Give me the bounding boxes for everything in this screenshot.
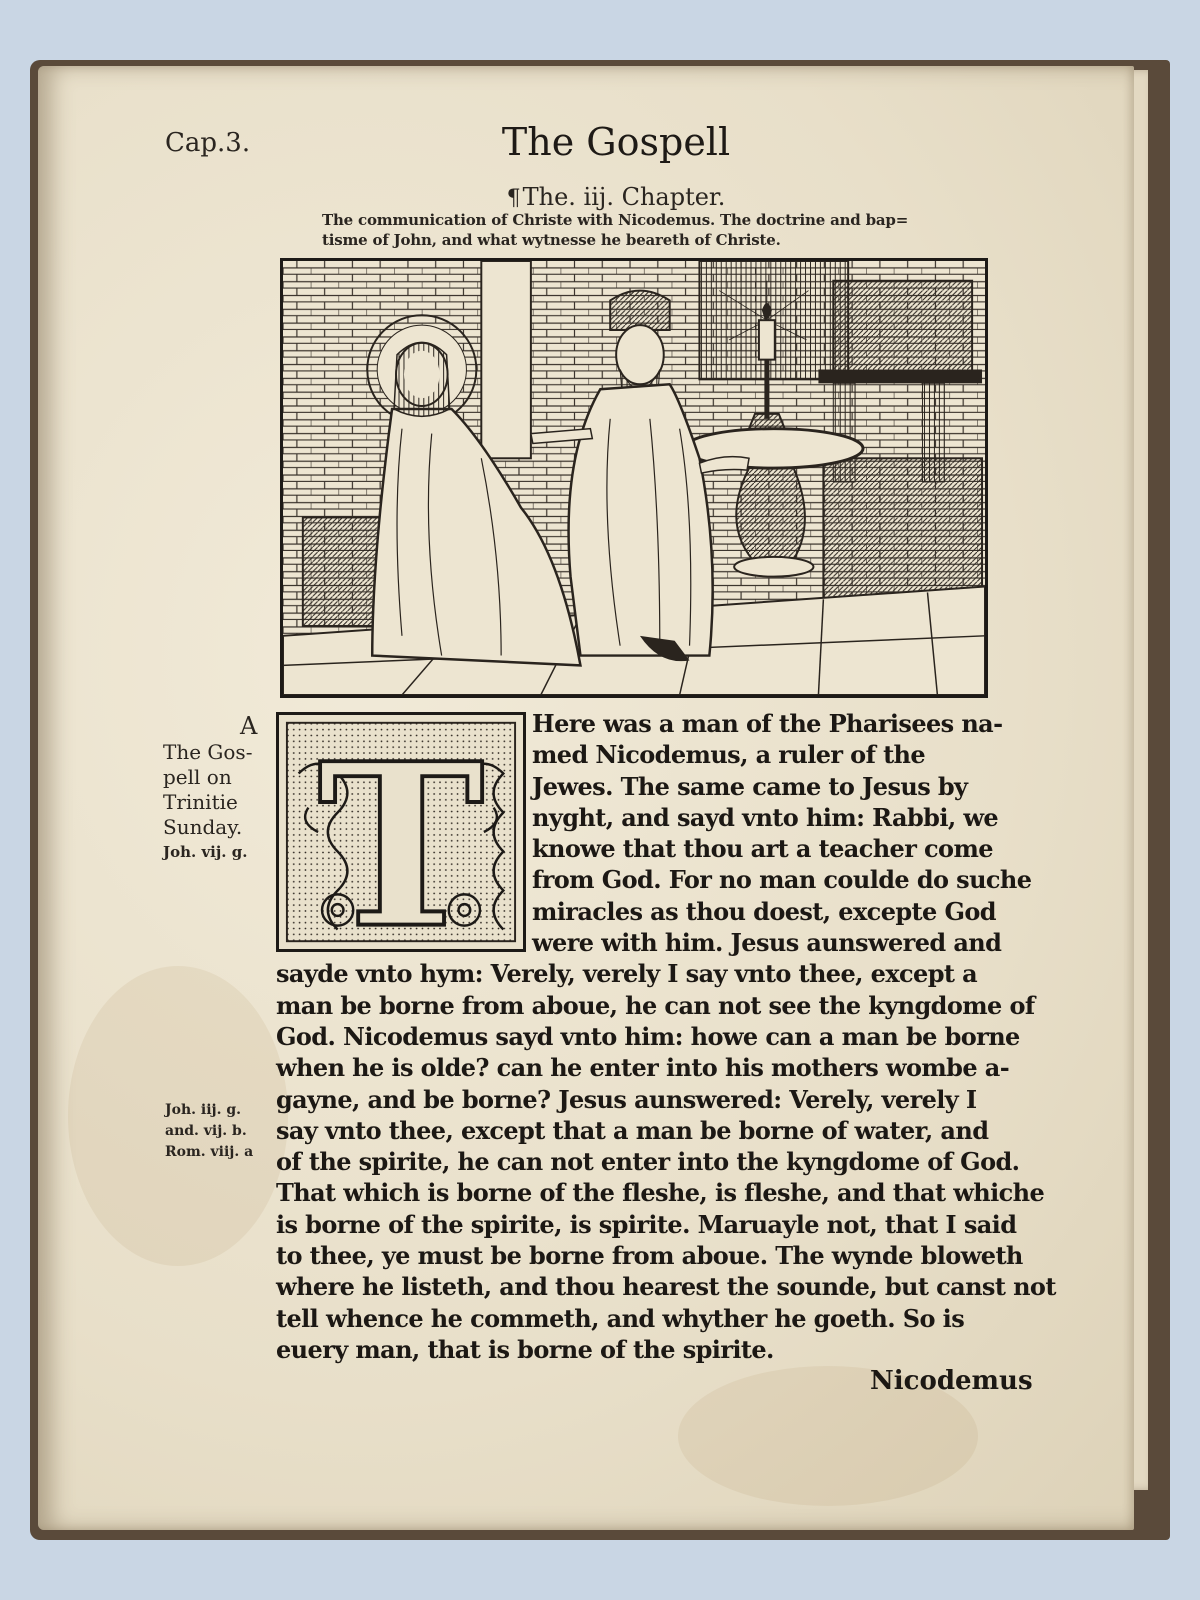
text-line: God. Nicodemus sayd vnto him: howe can a man be borne <box>276 1021 1020 1051</box>
text-line: of the spirite, he can not enter into the kyngdome of God. <box>276 1147 1020 1177</box>
text-line: nyght, and sayd vnto him: Rabbi, we <box>532 802 999 832</box>
text-line: gayne, and be borne? Jesus aunswered: Verely, verely I <box>276 1084 977 1114</box>
chapter-reference: Cap.3. <box>165 128 251 158</box>
pilcrow-icon: ¶ <box>506 186 521 211</box>
margin-note-ref: Joh. vij. g. <box>163 843 248 861</box>
text-line: tell whence he commeth, and whyther he goeth. So is <box>276 1303 965 1333</box>
text-line: sayde vnto hym: Verely, verely I say vnto thee, except a <box>276 959 978 989</box>
text-line: when he is olde? can he enter into his mothers wombe a- <box>276 1053 1010 1083</box>
running-title: The Gospell <box>501 120 731 164</box>
argument-line: tisme of John, and what wytnesse he beareth of Christe. <box>322 231 781 249</box>
text-line: That which is borne of the fleshe, is fleshe, and that whiche <box>276 1178 1045 1208</box>
text-line: euery man, that is borne of the spirite. <box>276 1334 774 1364</box>
woodcut-illustration <box>280 258 988 698</box>
text-line: man be borne from aboue, he can not see the kyngdome of <box>276 990 1035 1020</box>
text-line: were with him. Jesus aunswered and <box>532 928 1002 958</box>
text-line: to thee, ye must be borne from aboue. The wynde bloweth <box>276 1241 1023 1271</box>
cross-ref: Rom. viij. a <box>165 1144 254 1160</box>
text-line: med Nicodemus, a ruler of the <box>532 740 926 770</box>
scripture-text <box>276 708 1056 1365</box>
text-line: knowe that thou art a teacher come <box>532 834 993 864</box>
text-line: where he listeth, and thou hearest the sounde, but canst not <box>276 1272 1056 1302</box>
chapter-heading <box>0 183 1200 211</box>
text-line: Here was a man of the Pharisees na- <box>532 709 1003 738</box>
margin-note-line: Trinitie <box>163 790 238 814</box>
margin-note <box>163 740 273 865</box>
margin-cross-references <box>165 1100 275 1163</box>
cross-ref: Joh. iij. g. <box>165 1102 242 1118</box>
margin-note-line: The Gos- <box>163 740 253 764</box>
cross-ref: and. vij. b. <box>165 1123 247 1139</box>
initial-letter-glyph: T <box>317 715 485 949</box>
text-line: miracles as thou doest, excepte God <box>532 896 996 926</box>
argument-line: The communication of Christe with Nicodemus. The doctrine and bap= <box>322 211 909 229</box>
section-letter: A <box>240 712 258 740</box>
chapter-argument <box>322 210 962 250</box>
text-line: Jewes. The same came to Jesus by <box>532 771 968 801</box>
catchword: Nicodemus <box>870 1366 1033 1396</box>
text-line: say vnto thee, except that a man be borne of water, and <box>276 1115 989 1145</box>
text-line: from God. For no man coulde do suche <box>532 865 1032 895</box>
text-line: is borne of the spirite, is spirite. Maruayle not, that I said <box>276 1209 1017 1239</box>
margin-note-line: Sunday. <box>163 815 243 839</box>
chapter-heading-text: The. iij. Chapter. <box>522 183 726 211</box>
woodcut-drawing <box>283 261 985 695</box>
margin-note-line: pell on <box>163 765 232 789</box>
